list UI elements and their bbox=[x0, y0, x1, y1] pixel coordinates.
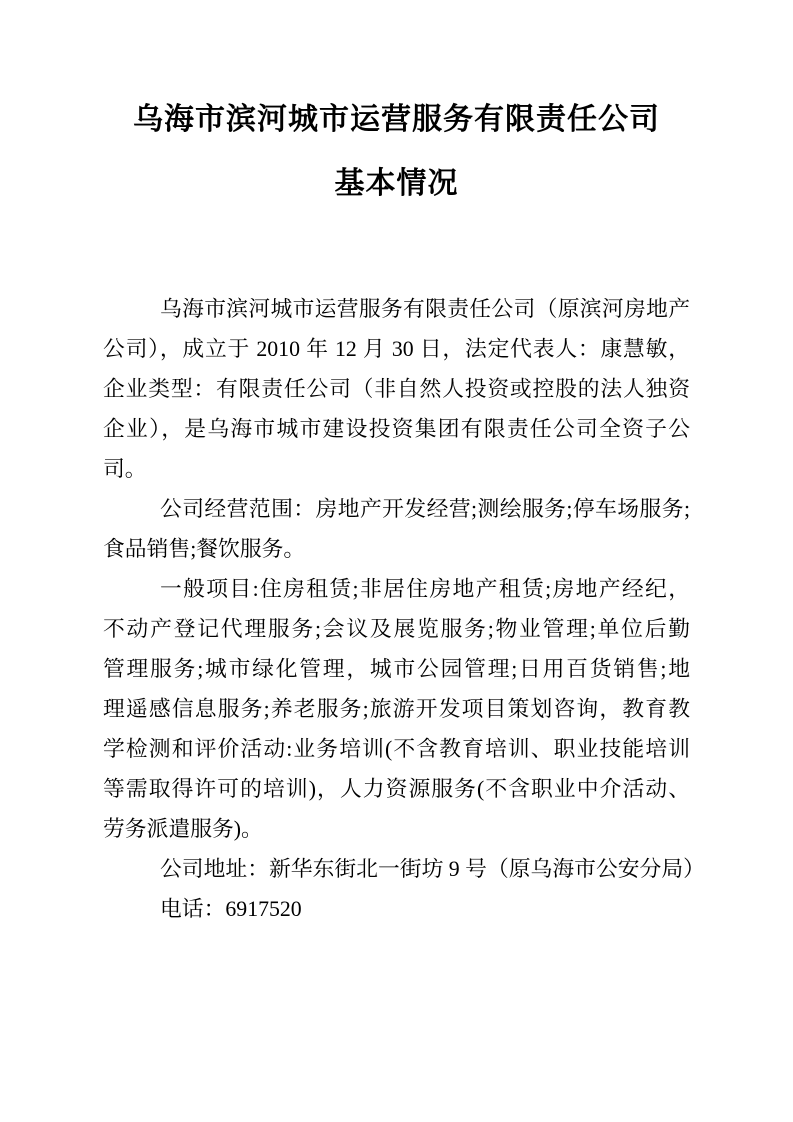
document-body bbox=[103, 289, 705, 929]
company-address-line: 公司地址：新华东街北一街坊 9 号（原乌海市公安分局） bbox=[160, 857, 705, 881]
paragraph-business-scope bbox=[103, 489, 690, 569]
body-line: 一般项目:住房租赁;非居住房地产租赁;房地产经纪， bbox=[160, 577, 690, 601]
body-line: 等需取得许可的培训)，人力资源服务(不含职业中介活动、 bbox=[103, 777, 690, 801]
body-line: 食品销售;餐饮服务。 bbox=[103, 537, 306, 561]
body-line: 乌海市滨河城市运营服务有限责任公司（原滨河房地产 bbox=[160, 297, 690, 321]
body-line: 企业），是乌海市城市建设投资集团有限责任公司全资子公 bbox=[103, 417, 690, 441]
paragraph-company-overview bbox=[103, 289, 690, 489]
body-line: 管理服务;城市绿化管理，城市公园管理;日用百货销售;地 bbox=[103, 657, 690, 681]
company-phone-line: 电话：6917520 bbox=[160, 897, 302, 921]
paragraph-general-projects bbox=[103, 569, 690, 849]
body-line: 学检测和评价活动:业务培训(不含教育培训、职业技能培训 bbox=[103, 737, 690, 761]
document-header bbox=[0, 101, 793, 203]
body-line: 理遥感信息服务;养老服务;旅游开发项目策划咨询，教育教 bbox=[103, 697, 690, 721]
body-line: 不动产登记代理服务;会议及展览服务;物业管理;单位后勤 bbox=[103, 617, 690, 641]
paragraph-company-address bbox=[103, 849, 705, 889]
body-line: 劳务派遣服务)。 bbox=[103, 817, 263, 841]
body-line: 企业类型：有限责任公司（非自然人投资或控股的法人独资 bbox=[103, 377, 690, 401]
body-line: 公司经营范围：房地产开发经营;测绘服务;停车场服务; bbox=[160, 497, 690, 521]
body-line: 司。 bbox=[103, 457, 147, 481]
paragraph-company-phone bbox=[103, 889, 690, 929]
document-title: 乌海市滨河城市运营服务有限责任公司 bbox=[133, 103, 660, 136]
body-line: 公司），成立于 2010 年 12 月 30 日，法定代表人：康慧敏， bbox=[103, 337, 690, 361]
document-subtitle: 基本情况 bbox=[334, 167, 459, 200]
